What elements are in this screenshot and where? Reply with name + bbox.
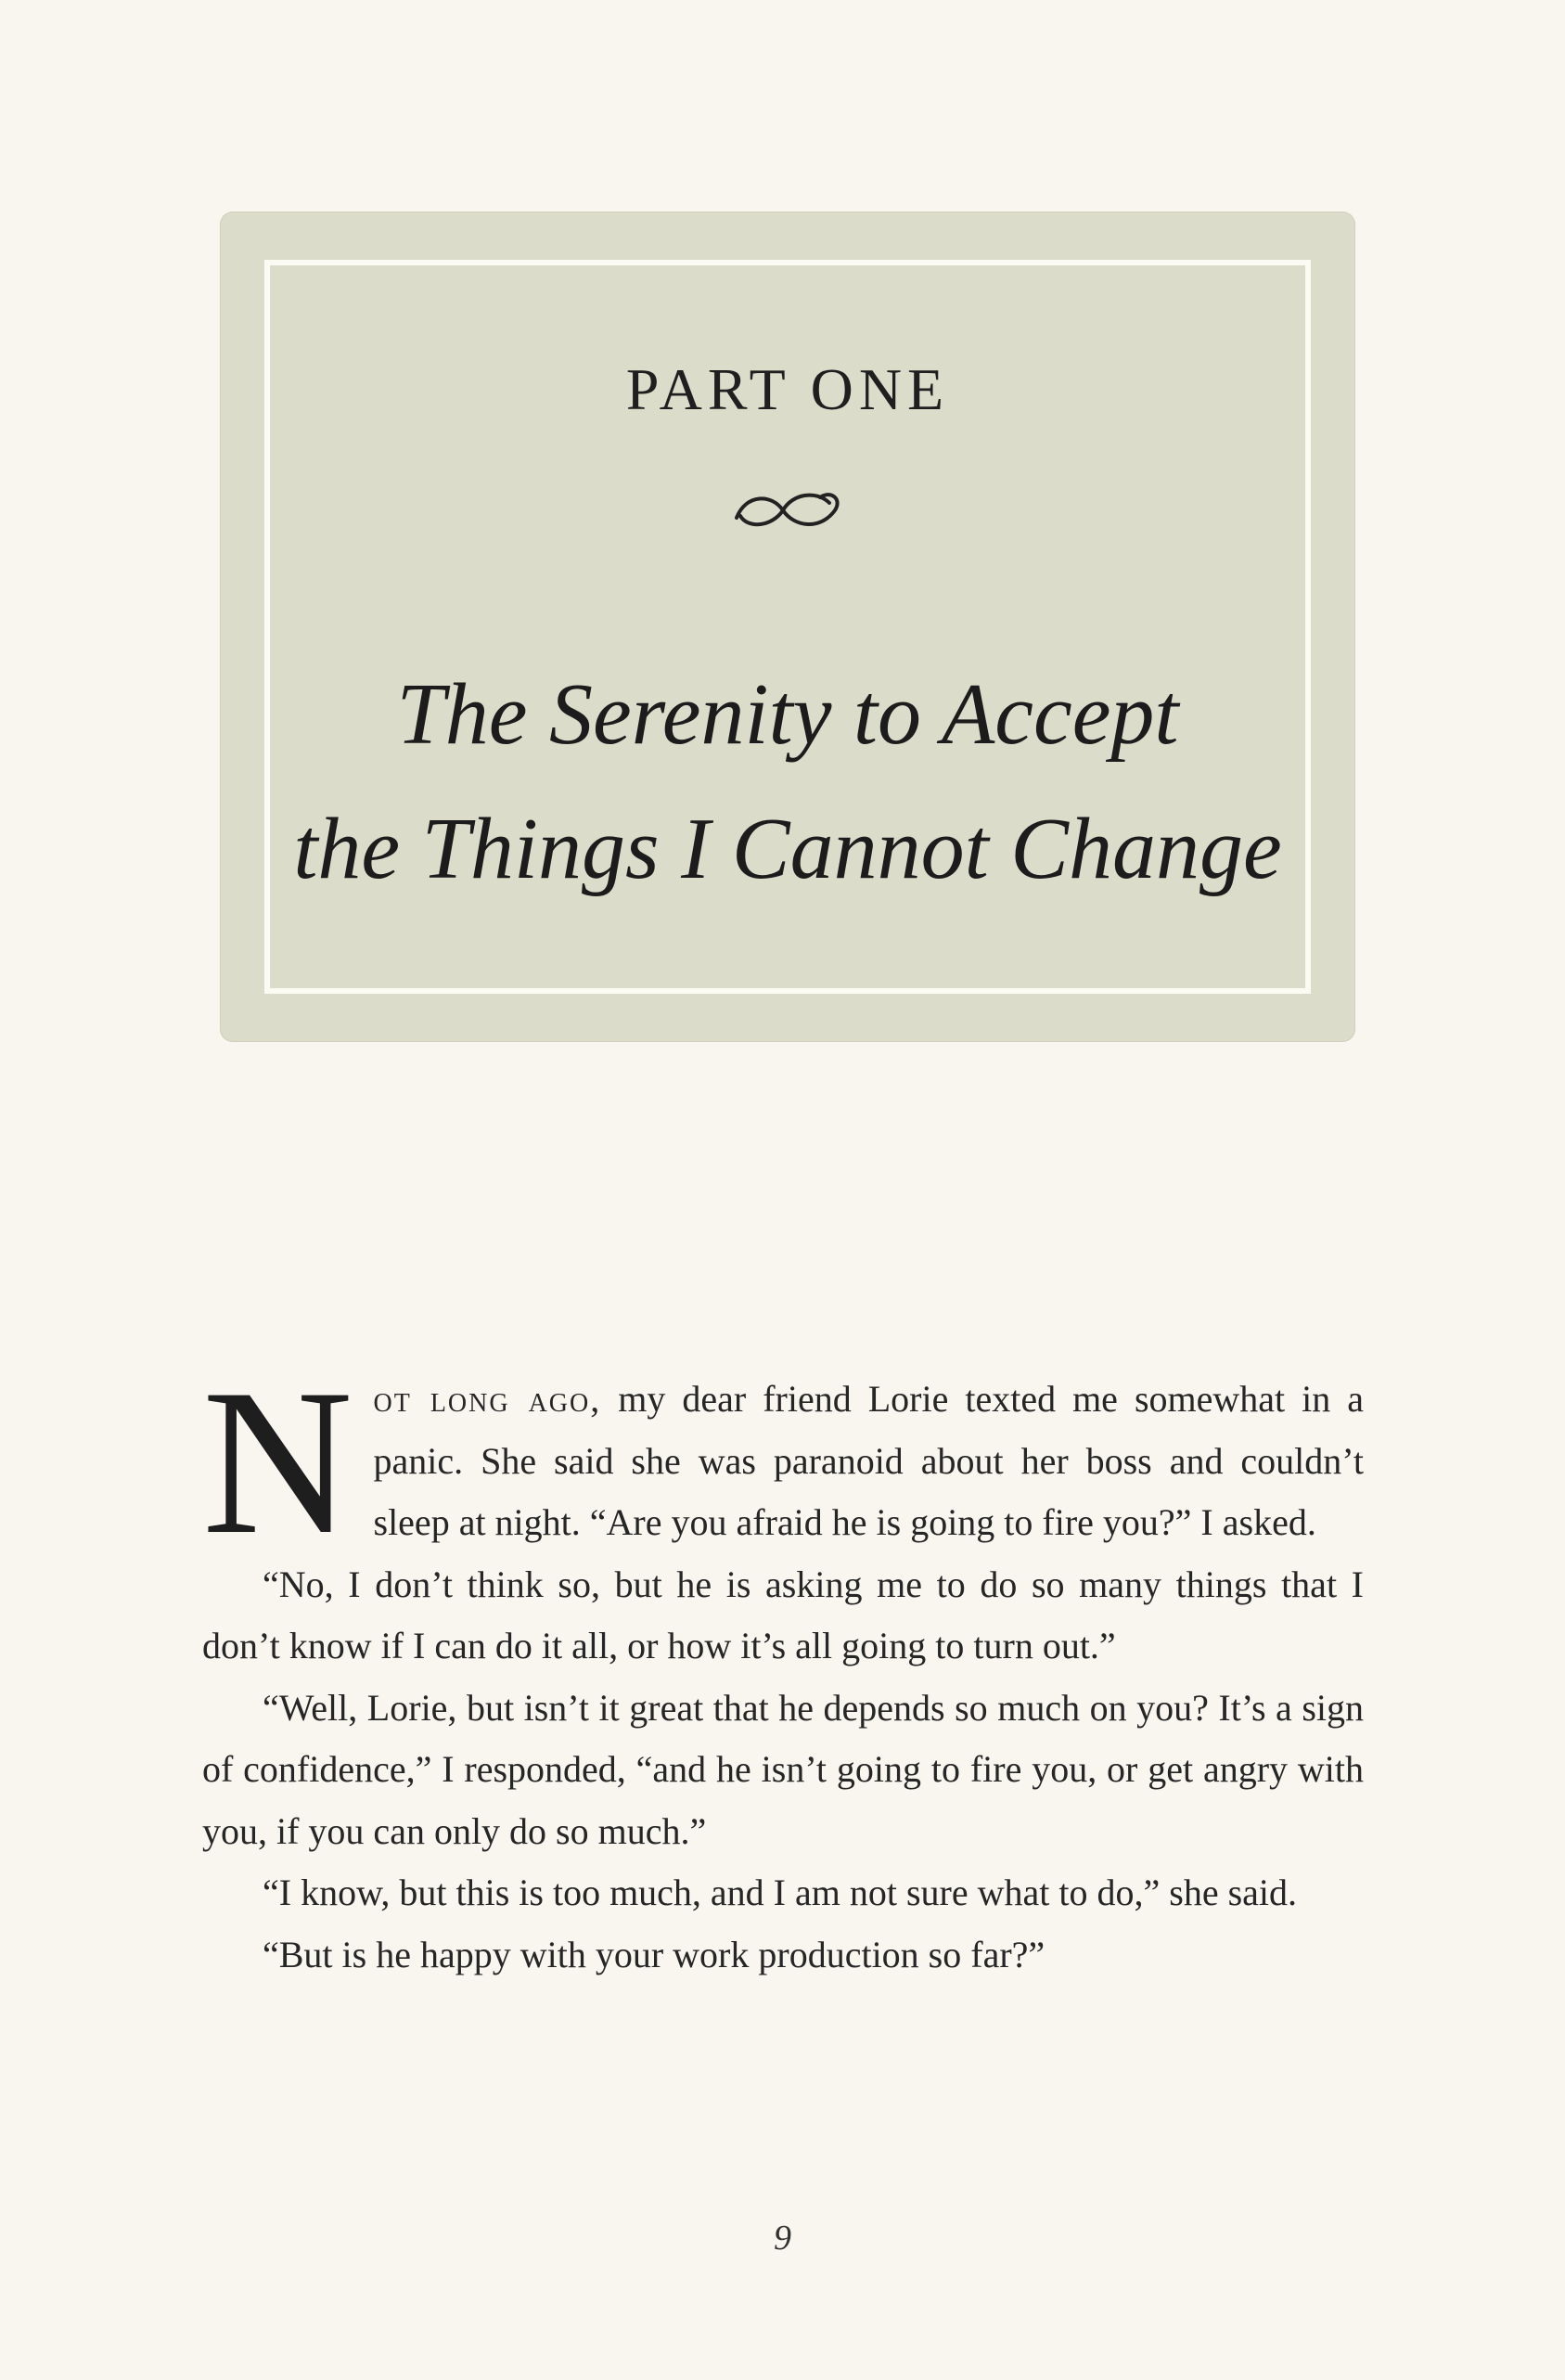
- opening-small-caps: ot long ago,: [373, 1378, 602, 1420]
- part-title-panel: [220, 212, 1355, 1042]
- part-title-line-1: The Serenity to Accept: [396, 666, 1179, 763]
- paragraph-1-text: my dear friend Lorie texted me somewhat in a panic. She said she was paranoid about her boss and couldn’t sleep at night. “Are you afraid he is going to fire you?” I asked.: [373, 1378, 1364, 1543]
- paragraph-2: “No, I don’t think so, but he is asking me to do so many things that I don’t know if I can do it all, or how it’s all going to turn out.”: [202, 1563, 1364, 1666]
- part-title: [220, 648, 1355, 917]
- page-number: 9: [774, 2219, 791, 2258]
- part-label: PART ONE: [625, 356, 950, 422]
- paragraph-4: “I know, but this is too much, and I am not sure what to do,” she said.: [263, 1872, 1297, 1913]
- flourish-ornament-icon: [727, 482, 848, 538]
- part-title-line-2: the Things I Cannot Change: [293, 801, 1282, 897]
- chapter-body: [202, 1345, 1364, 1986]
- drop-cap: N: [202, 1345, 353, 1577]
- paragraph-1: [202, 1345, 1364, 1577]
- paragraph-3: “Well, Lorie, but isn’t it great that he depends so much on you? It’s a sign of confidence,” I responded, “and he isn’t going to fire you, or get angry with you, if you can only do so much.”: [202, 1686, 1364, 1852]
- paragraph-5: “But is he happy with your work production so far?”: [263, 1933, 1045, 1975]
